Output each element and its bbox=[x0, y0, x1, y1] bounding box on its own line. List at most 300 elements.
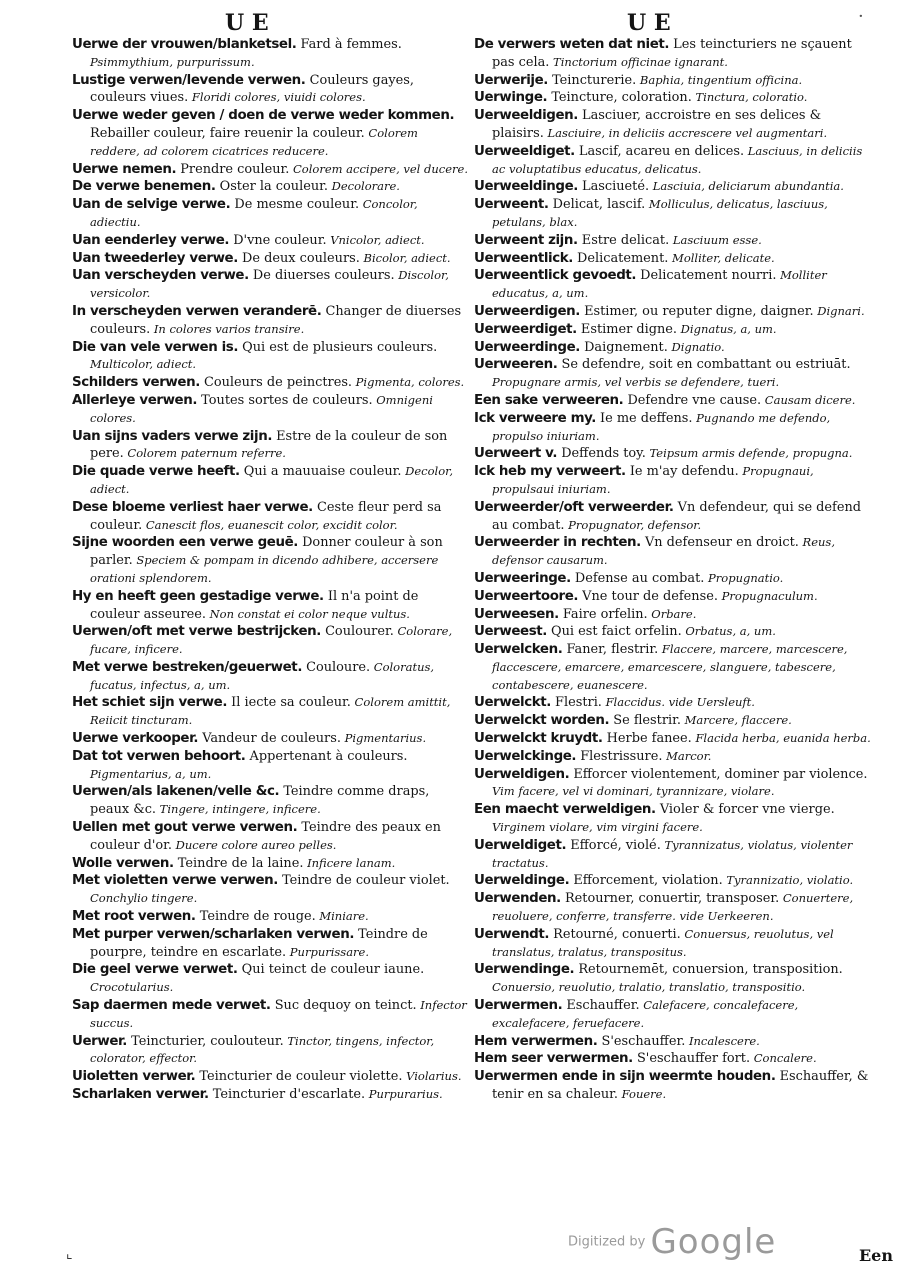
dictionary-entry bbox=[474, 837, 872, 873]
latin-gloss: Colorem amittit, Reiicit tincturam. bbox=[90, 695, 451, 728]
headword: Die van vele verwen is. bbox=[72, 339, 239, 355]
headword: Met purper verwen/scharlaken verwen. bbox=[72, 926, 355, 942]
french-gloss: Teincturier de couleur violette. bbox=[195, 1069, 403, 1085]
french-gloss: Teincture, coloration. bbox=[547, 90, 692, 106]
french-gloss: Flestri. bbox=[550, 695, 602, 711]
catchword: Een bbox=[858, 1246, 893, 1265]
headword: Uerweldinge. bbox=[474, 873, 570, 889]
french-gloss: Violer & forcer vne vierge. bbox=[655, 802, 835, 818]
headword: Met verwe bestreken/geuerwet. bbox=[72, 659, 303, 675]
dictionary-entry bbox=[474, 143, 872, 179]
headword: Met root verwen. bbox=[72, 909, 196, 925]
dictionary-entry bbox=[72, 926, 470, 962]
latin-gloss: Propugnare armis, vel verbis se defendere, tueri. bbox=[492, 375, 780, 390]
header-right: U E bbox=[627, 10, 671, 36]
french-gloss: Herbe fanee. bbox=[602, 731, 692, 747]
headword: Uerwelckinge. bbox=[474, 748, 577, 764]
headword: Uan tweederley verwe. bbox=[72, 250, 238, 266]
latin-gloss: Vnicolor, adiect. bbox=[326, 232, 425, 247]
dictionary-entry bbox=[72, 392, 470, 428]
latin-gloss: Crocotularius. bbox=[90, 980, 174, 995]
french-gloss: Les teincturiers ne sçauent pas cela. bbox=[492, 37, 852, 70]
french-gloss: Efforcer violentement, dominer par violence. bbox=[569, 766, 868, 782]
latin-gloss: Conuertere, reuoluere, conferre, transferre. vide Uerkeeren. bbox=[492, 891, 854, 924]
french-gloss: Estimer, ou reputer digne, daigner. bbox=[579, 303, 814, 319]
margin-mark-top: · bbox=[858, 6, 864, 27]
dictionary-entry bbox=[474, 766, 872, 802]
french-gloss: Defendre vne cause. bbox=[623, 392, 762, 408]
latin-gloss: Baphia, tingentium officina. bbox=[636, 72, 803, 87]
dictionary-entry bbox=[72, 107, 470, 160]
latin-gloss: In colores varios transire. bbox=[150, 321, 305, 336]
french-gloss: Delicatement nourri. bbox=[636, 268, 777, 284]
dictionary-entry bbox=[474, 926, 872, 962]
latin-gloss: Dignatio. bbox=[667, 339, 725, 354]
headword: Wolle verwen. bbox=[72, 855, 174, 871]
dictionary-entry bbox=[72, 339, 470, 375]
headword: Uerwen/als lakenen/velle &c. bbox=[72, 784, 280, 800]
headword: Uerwelckt kruydt. bbox=[474, 731, 603, 747]
dictionary-entry bbox=[72, 908, 470, 926]
dictionary-entry bbox=[474, 1050, 872, 1068]
french-gloss: Qui est de plusieurs couleurs. bbox=[238, 339, 438, 355]
latin-gloss: Molliculus, delicatus, lasciuus, petulans, blax. bbox=[492, 197, 828, 229]
latin-gloss: Orbare. bbox=[647, 606, 697, 621]
headword: Uerweldiget. bbox=[474, 837, 567, 853]
dictionary-entry bbox=[72, 783, 470, 819]
latin-gloss: Flacida herba, euanida herba. bbox=[691, 731, 871, 746]
french-gloss: Daignement. bbox=[579, 339, 668, 355]
french-gloss: Vne tour de defense. bbox=[578, 588, 718, 604]
french-gloss: Appertenant à couleurs. bbox=[245, 748, 408, 764]
latin-gloss: Miniare. bbox=[315, 909, 369, 924]
dictionary-entry bbox=[72, 250, 470, 268]
headword: Die geel verwe verwet. bbox=[72, 962, 238, 978]
french-gloss: Prendre couleur. bbox=[176, 161, 290, 177]
headword: Uerweeringe. bbox=[474, 570, 571, 586]
french-gloss: Se flestrir. bbox=[609, 713, 681, 729]
french-gloss: Defense au combat. bbox=[570, 570, 705, 586]
latin-gloss: Colorare, fucare, inficere. bbox=[90, 624, 453, 657]
dictionary-entry bbox=[474, 588, 872, 606]
latin-gloss: Canescit flos, euanescit color, excidit color. bbox=[142, 517, 398, 532]
dictionary-entry bbox=[72, 855, 470, 873]
headword: Uerweerder/oft verweerder. bbox=[474, 499, 674, 515]
french-gloss: Teincturerie. bbox=[547, 72, 637, 88]
dictionary-entry bbox=[474, 36, 872, 72]
headword: Uerwerije. bbox=[474, 72, 548, 88]
dictionary-entry bbox=[474, 606, 872, 624]
latin-gloss: Dignatus, a, um. bbox=[677, 321, 777, 336]
headword: Hem verwermen. bbox=[474, 1033, 598, 1049]
dictionary-entry bbox=[474, 72, 872, 90]
french-gloss: Teindre des peaux en couleur d'or. bbox=[90, 820, 441, 853]
french-gloss: Oster la couleur. bbox=[215, 179, 328, 195]
dictionary-entry bbox=[474, 178, 872, 196]
headword: Uerweerder in rechten. bbox=[474, 535, 641, 551]
dictionary-entry bbox=[72, 463, 470, 499]
headword: De verwe benemen. bbox=[72, 179, 216, 195]
latin-gloss: Pigmenta, colores. bbox=[352, 375, 465, 390]
french-gloss: Il n'a point de couleur asseuree. bbox=[90, 588, 419, 622]
french-gloss: De deux couleurs. bbox=[237, 250, 360, 266]
dictionary-entry bbox=[474, 961, 872, 997]
headword: Schilders verwen. bbox=[72, 375, 200, 391]
latin-gloss: Omnigeni colores. bbox=[90, 392, 433, 425]
headword: Uan de selvige verwe. bbox=[72, 197, 231, 213]
french-gloss: Couleurs de peinctres. bbox=[199, 375, 353, 391]
latin-gloss: Concalere. bbox=[750, 1051, 817, 1066]
french-gloss: Lasciueté. bbox=[577, 179, 650, 195]
french-gloss: Lasciuer, accroistre en ses delices & plaisirs. bbox=[492, 108, 822, 141]
latin-gloss: Incalescere. bbox=[685, 1033, 760, 1048]
headword: Allerleye verwen. bbox=[72, 392, 198, 408]
latin-gloss: Conuersio, reuolutio, tralatio, translatio, transpositio. bbox=[492, 980, 806, 995]
dictionary-entry bbox=[72, 232, 470, 250]
latin-gloss: Speciem & pompam in dicendo adhibere, accersere orationi splendorem. bbox=[90, 553, 439, 585]
dictionary-entry bbox=[474, 1033, 872, 1051]
latin-gloss: Propugnaculum. bbox=[717, 588, 818, 603]
french-gloss: Estimer digne. bbox=[576, 321, 678, 337]
french-gloss: Estre delicat. bbox=[577, 232, 670, 248]
headword: Uerweeren. bbox=[474, 357, 558, 373]
latin-gloss: Reus, defensor causarum. bbox=[492, 535, 835, 568]
french-gloss: Faire orfelin. bbox=[558, 606, 648, 622]
french-gloss: Rebailler couleur, faire reuenir la couleur. bbox=[90, 125, 365, 141]
dictionary-entry bbox=[474, 445, 872, 463]
latin-gloss: Propugnatio. bbox=[704, 570, 784, 585]
dictionary-entry bbox=[72, 1086, 470, 1104]
latin-gloss: Coloratus, fucatus, infectus, a, um. bbox=[90, 659, 435, 692]
latin-gloss: Bicolor, adiect. bbox=[359, 250, 451, 265]
dictionary-entry bbox=[72, 303, 470, 339]
dictionary-entry bbox=[474, 321, 872, 339]
headword: Uerwinge. bbox=[474, 90, 548, 106]
headword: Uerwermen. bbox=[474, 998, 563, 1014]
dictionary-entry bbox=[72, 819, 470, 855]
latin-gloss: Purpurissare. bbox=[286, 944, 370, 959]
french-gloss: Ie m'ay defendu. bbox=[625, 464, 739, 480]
french-gloss: De diuerses couleurs. bbox=[248, 268, 395, 284]
headword: Ick verweere my. bbox=[474, 410, 596, 426]
dictionary-entry bbox=[474, 232, 872, 250]
dictionary-entry bbox=[72, 267, 470, 303]
french-gloss: Lascif, acareu en delices. bbox=[574, 143, 745, 159]
latin-gloss: Orbatus, a, um. bbox=[681, 624, 776, 639]
headword: Uerwelckt. bbox=[474, 695, 551, 711]
french-gloss: Qui teinct de couleur iaune. bbox=[237, 962, 425, 978]
headword: Hem seer verwermen. bbox=[474, 1051, 633, 1067]
headword: Uerweest. bbox=[474, 624, 547, 640]
dictionary-entry bbox=[474, 463, 872, 499]
headword: Dese bloeme verliest haer verwe. bbox=[72, 499, 313, 515]
french-gloss: S'eschauffer fort. bbox=[632, 1051, 751, 1067]
headword: Dat tot verwen behoort. bbox=[72, 748, 246, 764]
headword: Uerwen/oft met verwe bestrijcken. bbox=[72, 624, 321, 640]
french-gloss: Retournemēt, conuersion, transposition. bbox=[574, 962, 843, 978]
headword: Uan eenderley verwe. bbox=[72, 232, 230, 248]
latin-gloss: Psimmythium, purpurissum. bbox=[90, 54, 255, 69]
latin-gloss: Propugnator, defensor. bbox=[564, 517, 702, 532]
latin-gloss: Infector succus. bbox=[90, 998, 467, 1030]
dictionary-entry bbox=[72, 178, 470, 196]
dictionary-entry bbox=[474, 89, 872, 107]
dictionary-entry bbox=[72, 659, 470, 695]
latin-gloss: Dignari. bbox=[813, 303, 865, 318]
latin-gloss: Non constat ei color neque vultus. bbox=[205, 606, 410, 621]
headword: Uerwendinge. bbox=[474, 962, 575, 978]
dictionary-entry bbox=[72, 997, 470, 1033]
french-gloss: Retourné, conuerti. bbox=[549, 926, 681, 942]
latin-gloss: Lasciuus, in deliciis ac voluptatibus educatus, delicatus. bbox=[492, 143, 863, 176]
headword: Uerwelcken. bbox=[474, 642, 563, 658]
dictionary-entry bbox=[72, 72, 470, 108]
left-column bbox=[72, 36, 470, 1104]
french-gloss: Couloure. bbox=[302, 659, 371, 675]
running-header bbox=[0, 10, 911, 36]
french-gloss: Vandeur de couleurs. bbox=[198, 731, 341, 747]
french-gloss: De mesme couleur. bbox=[230, 197, 360, 213]
latin-gloss: Lasciuia, deliciarum abundantia. bbox=[649, 179, 844, 194]
dictionary-entry bbox=[474, 570, 872, 588]
dictionary-entry bbox=[474, 267, 872, 303]
french-gloss: Deffends toy. bbox=[557, 446, 646, 462]
headword: Sap daermen mede verwet. bbox=[72, 998, 271, 1014]
dictionary-entry bbox=[72, 694, 470, 730]
latin-gloss: Ducere colore aureo pelles. bbox=[172, 837, 337, 852]
french-gloss: Estre de la couleur de son pere. bbox=[90, 428, 448, 462]
french-gloss: Retourner, conuertir, transposer. bbox=[560, 891, 780, 907]
headword: Uerwer. bbox=[72, 1033, 127, 1049]
dictionary-entry bbox=[474, 890, 872, 926]
headword: Uerweertoore. bbox=[474, 588, 579, 604]
dictionary-entry bbox=[474, 107, 872, 143]
latin-gloss: Purpurarius. bbox=[365, 1087, 443, 1102]
latin-gloss: Flaccere, marcere, marcescere, flaccescere, emarcere, emarcescere, slanguere, tabescere, contabescere, euanescere. bbox=[492, 642, 848, 692]
headword: Uerweldigen. bbox=[474, 766, 570, 782]
headword: In verscheyden verwen veranderē. bbox=[72, 303, 322, 319]
french-gloss: Changer de diuerses couleurs. bbox=[90, 303, 462, 337]
headword: Hy en heeft geen gestadige verwe. bbox=[72, 588, 324, 604]
latin-gloss: Virginem violare, vim virgini facere. bbox=[492, 820, 703, 835]
headword: Uerweerdinge. bbox=[474, 339, 580, 355]
latin-gloss: Colorem accipere, vel ducere. bbox=[289, 161, 468, 176]
headword: Uerwermen ende in sijn weermte houden. bbox=[474, 1069, 776, 1085]
french-gloss: Delicatement. bbox=[572, 250, 669, 266]
latin-gloss: Decolor, adiect. bbox=[90, 464, 454, 496]
headword: Uerweerdiget. bbox=[474, 321, 577, 337]
latin-gloss: Calefacere, concalefacere, excalefacere, feruefacere. bbox=[492, 998, 799, 1030]
french-gloss: Flestrissure. bbox=[576, 748, 663, 764]
latin-gloss: Molliter, delicate. bbox=[668, 250, 775, 265]
french-gloss: Qui a mauuaise couleur. bbox=[239, 464, 402, 480]
dictionary-entry bbox=[72, 196, 470, 232]
headword: Uerweeldiget. bbox=[474, 143, 575, 159]
headword: Uellen met gout verwe verwen. bbox=[72, 820, 298, 836]
latin-gloss: Fouere. bbox=[618, 1087, 667, 1102]
headword: Uioletten verwer. bbox=[72, 1069, 196, 1085]
dictionary-entry bbox=[72, 1068, 470, 1086]
dictionary-entry bbox=[474, 730, 872, 748]
latin-gloss: Lasciuum esse. bbox=[669, 232, 762, 247]
headword: Uerwendt. bbox=[474, 926, 550, 942]
dictionary-entry bbox=[474, 410, 872, 446]
headword: Lustige verwen/levende verwen. bbox=[72, 72, 306, 88]
dictionary-entry bbox=[474, 997, 872, 1033]
latin-gloss: Inficere lanam. bbox=[303, 855, 396, 870]
french-gloss: Teincturier d'escarlate. bbox=[208, 1087, 366, 1103]
latin-gloss: Tinctura, coloratio. bbox=[691, 90, 808, 105]
french-gloss: Se defendre, soit en combattant ou estriuāt. bbox=[557, 357, 851, 373]
header-left: U E bbox=[225, 10, 269, 36]
dictionary-entry bbox=[474, 303, 872, 321]
headword: Uan verscheyden verwe. bbox=[72, 268, 249, 284]
dictionary-entry bbox=[72, 961, 470, 997]
french-gloss: Ceste fleur perd sa couleur. bbox=[90, 499, 442, 533]
google-watermark bbox=[568, 1222, 776, 1262]
french-gloss: Teindre de pourpre, teindre en escarlate. bbox=[90, 926, 428, 960]
latin-gloss: Causam dicere. bbox=[761, 392, 856, 407]
french-gloss: Efforcement, violation. bbox=[569, 873, 723, 889]
latin-gloss: Concolor, adiectiu. bbox=[90, 197, 418, 229]
latin-gloss: Multicolor, adiect. bbox=[90, 357, 197, 372]
headword: Uerweesen. bbox=[474, 606, 559, 622]
latin-gloss: Vim facere, vel vi dominari, tyrannizare, violare. bbox=[492, 784, 775, 799]
headword: Sijne woorden een verwe geuē. bbox=[72, 535, 298, 551]
french-gloss: Il iecte sa couleur. bbox=[227, 695, 351, 711]
latin-gloss: Conuersus, reuolutus, vel translatus, tralatus, transpositus. bbox=[492, 926, 834, 959]
dictionary-entry bbox=[474, 250, 872, 268]
dictionary-entry bbox=[474, 1068, 872, 1104]
dictionary-entry bbox=[474, 748, 872, 766]
headword: Die quade verwe heeft. bbox=[72, 464, 240, 480]
french-gloss: Delicat, lascif. bbox=[548, 197, 646, 213]
french-gloss: Faner, flestrir. bbox=[562, 642, 659, 658]
latin-gloss: Floridi colores, viuidi colores. bbox=[188, 90, 366, 105]
latin-gloss: Tinctorium officinae ignarant. bbox=[549, 54, 728, 69]
headword: Scharlaken verwer. bbox=[72, 1087, 209, 1103]
headword: Het schiet sijn verwe. bbox=[72, 695, 228, 711]
headword: Uerwe weder geven / doen de verwe weder kommen. bbox=[72, 108, 455, 124]
dictionary-entry bbox=[72, 428, 470, 464]
dictionary-entry bbox=[474, 801, 872, 837]
dictionary-entry bbox=[474, 872, 872, 890]
latin-gloss: Colorem reddere, ad colorem cicatrices reducere. bbox=[90, 125, 418, 158]
dictionary-entry bbox=[474, 712, 872, 730]
google-logo: Google bbox=[650, 1222, 777, 1262]
latin-gloss: Teipsum armis defende, propugna. bbox=[645, 446, 853, 461]
french-gloss: Suc dequoy on teinct. bbox=[270, 998, 417, 1014]
headword: Uerwe nemen. bbox=[72, 161, 177, 177]
latin-gloss: Pigmentarius. bbox=[340, 731, 427, 746]
latin-gloss: Pugnando me defendo, propulso iniuriam. bbox=[492, 410, 831, 443]
french-gloss: Teindre de couleur violet. bbox=[277, 873, 450, 889]
latin-gloss: Flaccidus. vide Uersleuft. bbox=[601, 695, 755, 710]
french-gloss: Qui est faict orfelin. bbox=[546, 624, 682, 640]
latin-gloss: Propugnaui, propulsaui iniuriam. bbox=[492, 464, 814, 496]
latin-gloss: Marcor. bbox=[662, 748, 712, 763]
dictionary-entry bbox=[474, 196, 872, 232]
latin-gloss: Pigmentarius, a, um. bbox=[90, 766, 212, 781]
french-gloss: Couleurs gayes, couleurs viues. bbox=[90, 72, 414, 106]
headword: Uerweert v. bbox=[474, 446, 558, 462]
dictionary-entry bbox=[72, 730, 470, 748]
headword: Uerwe verkooper. bbox=[72, 731, 199, 747]
dictionary-entry bbox=[474, 392, 872, 410]
latin-gloss: Tyrannizatus, violatus, violenter tractatus. bbox=[492, 837, 853, 870]
headword: De verwers weten dat niet. bbox=[474, 37, 670, 52]
headword: Uerweentlick. bbox=[474, 250, 573, 266]
dictionary-entry bbox=[474, 356, 872, 392]
french-gloss: S'eschauffer. bbox=[597, 1033, 686, 1049]
dictionary-entry bbox=[72, 872, 470, 908]
french-gloss: Eschauffer, & tenir en sa chaleur. bbox=[492, 1069, 869, 1103]
latin-gloss: Decolorare. bbox=[327, 179, 400, 194]
latin-gloss: Discolor, versicolor. bbox=[90, 268, 449, 301]
dictionary-entry bbox=[474, 534, 872, 570]
french-gloss: Vn defendeur, qui se defend au combat. bbox=[492, 499, 862, 533]
french-gloss: D'vne couleur. bbox=[229, 232, 327, 248]
headword: Uerweeldinge. bbox=[474, 179, 578, 195]
dictionary-entry bbox=[474, 499, 872, 535]
french-gloss: Teincturier, coulouteur. bbox=[127, 1033, 284, 1049]
french-gloss: Eschauffer. bbox=[562, 998, 640, 1014]
dictionary-entry bbox=[72, 588, 470, 624]
french-gloss: Toutes sortes de couleurs. bbox=[197, 392, 373, 408]
latin-gloss: Tyrannizatio, violatio. bbox=[722, 873, 854, 888]
latin-gloss: Tinctor, tingens, infector, colorator, effector. bbox=[90, 1033, 435, 1066]
latin-gloss: Molliter educatus, a, um. bbox=[492, 268, 827, 301]
french-gloss: Fard à femmes. bbox=[296, 37, 402, 52]
french-gloss: Ie me deffens. bbox=[595, 410, 693, 426]
watermark-by: Digitized by bbox=[568, 1234, 646, 1250]
dictionary-entry bbox=[72, 748, 470, 784]
french-gloss: Teindre de la laine. bbox=[173, 855, 304, 871]
latin-gloss: Conchylio tingere. bbox=[90, 891, 198, 906]
headword: Met violetten verwe verwen. bbox=[72, 873, 278, 889]
dictionary-entry bbox=[72, 1033, 470, 1069]
headword: Een maecht verweldigen. bbox=[474, 802, 656, 818]
latin-gloss: Tingere, intingere, inficere. bbox=[156, 802, 321, 817]
french-gloss: Donner couleur à son parler. bbox=[90, 535, 443, 569]
headword: Ick heb my verweert. bbox=[474, 464, 626, 480]
latin-gloss: Violarius. bbox=[402, 1069, 462, 1084]
french-gloss: Coulourer. bbox=[320, 624, 394, 640]
dictionary-entry bbox=[72, 161, 470, 179]
french-gloss: Teindre comme draps, peaux &c. bbox=[90, 784, 430, 818]
right-column bbox=[474, 36, 872, 1104]
french-gloss: Vn defenseur en droict. bbox=[640, 535, 799, 551]
headword: Uerwenden. bbox=[474, 891, 561, 907]
headword: Uerweent zijn. bbox=[474, 232, 578, 248]
french-gloss: Efforcé, violé. bbox=[566, 837, 661, 853]
latin-gloss: Marcere, flaccere. bbox=[680, 713, 792, 728]
headword: Uerweerdigen. bbox=[474, 303, 580, 319]
french-gloss: Teindre de rouge. bbox=[195, 909, 316, 925]
margin-mark-bottom: ⌞ bbox=[66, 1246, 73, 1262]
latin-gloss: Lasciuire, in deliciis accrescere vel augmentari. bbox=[543, 125, 828, 140]
headword: Uerweentlick gevoedt. bbox=[474, 268, 637, 284]
dictionary-entry bbox=[72, 534, 470, 587]
dictionary-entry bbox=[474, 694, 872, 712]
dictionary-entry bbox=[474, 623, 872, 641]
dictionary-entry bbox=[474, 339, 872, 357]
latin-gloss: Colorem paternum referre. bbox=[123, 446, 286, 461]
dictionary-entry bbox=[474, 641, 872, 694]
dictionary-entry bbox=[72, 499, 470, 535]
dictionary-entry bbox=[72, 36, 470, 72]
headword: Uerwelckt worden. bbox=[474, 713, 610, 729]
